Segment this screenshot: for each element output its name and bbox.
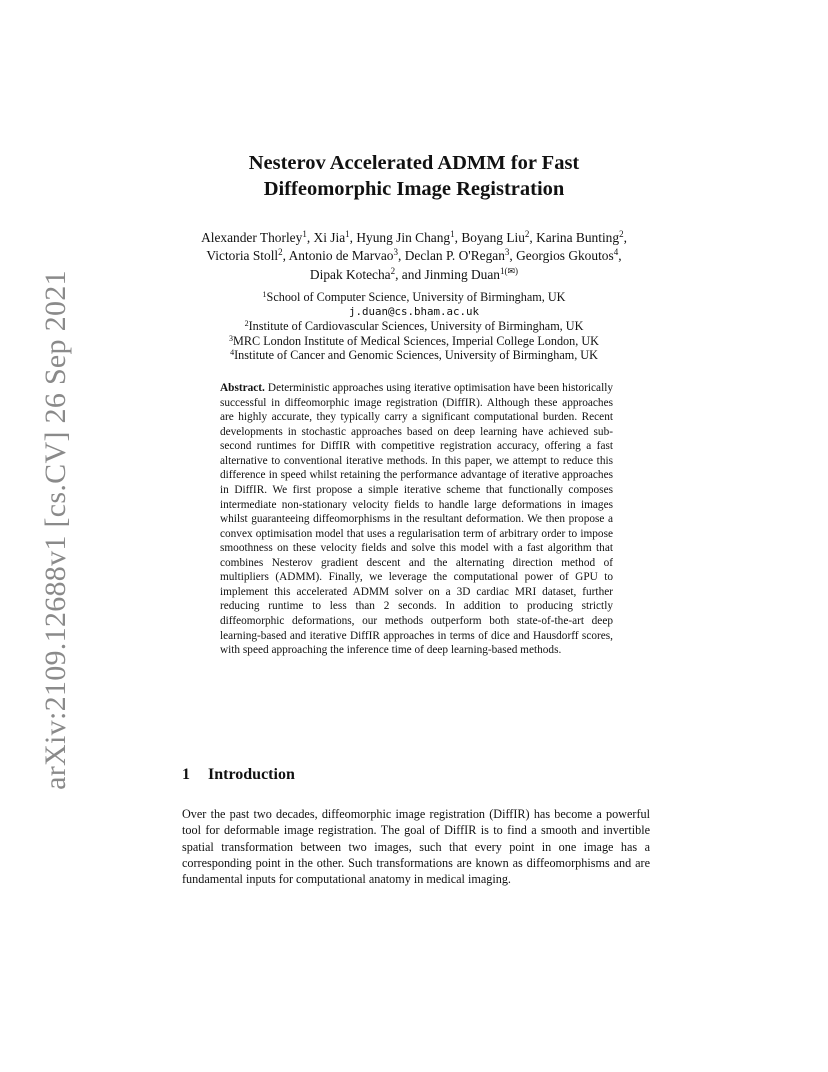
affiliation: $^1$School of Computer Science, University of Birmingham, UK — [262, 290, 566, 304]
contact-email[interactable]: j.duan@cs.bham.ac.uk — [348, 304, 479, 318]
author: Xi Jia$^1$ — [313, 229, 350, 245]
title-line-1: Nesterov Accelerated ADMM for Fast — [248, 152, 580, 174]
affiliation: $^4$Institute of Cancer and Genomic Sciences, University of Birmingham, UK — [230, 348, 598, 363]
section-title: Introduction — [208, 766, 295, 783]
affiliation-list — [150, 290, 678, 363]
paper-title — [0, 150, 828, 202]
author: Alexander Thorley$^1$ — [201, 229, 307, 245]
author: Dipak Kotecha$^2$ — [309, 265, 396, 282]
author: Georgios Gkoutos$^4$ — [516, 247, 619, 264]
affiliation: $^2$Institute of Cardiovascular Sciences, University of Birmingham, UK — [244, 319, 584, 334]
author: Declan P. O'Regan$^3$ — [404, 247, 510, 264]
author: Karina Bunting$^2$ — [536, 229, 624, 245]
author: Jinming Duan$^{1(✉)}$ — [424, 265, 519, 282]
affiliation: $^3$MRC London Institute of Medical Sciences, Imperial College London, UK — [229, 333, 599, 348]
abstract-text: Deterministic approaches using iterative optimisation have been historically successful in diffeomorphic image registration (DiffIR). Although these approaches are highly accurate, they typically carry a significant computational burden. Recent developments in stochastic approaches based on deep learning have achieved sub-second runtimes for DiffIR with competitive registration accuracy, offering a fast alternative to conventional iterative methods. In this paper, we attempt to reduce this difference in speed whilst retaining the performance advantage of iterative approaches in DiffIR. We first propose a simple iterative scheme that functionally composes intermediate non-stationary velocity fields to handle large deformations in images whilst guaranteeing diffeomorphisms in the resultant deformation. We then propose a convex optimisation model that uses a regularisation term of arbitrary order to impose smoothness on these velocity fields and solve this model with a fast algorithm that combines Nesterov gradient descent and the alternating direction method of multipliers (ADMM). Finally, we leverage the computational power of GPU to implement this accelerated ADMM solver on a 3D cardiac MRI dataset, further reducing runtime to less than 2 seconds. In addition to producing strictly diffeomorphic deformations, our methods outperform both state-of-the-art deep learning-based and iterative DiffIR approaches in terms of dice and Hausdorff scores, with speed approaching the inference time of deep learning-based methods. — [220, 382, 613, 657]
author: Victoria Stoll$^2$ — [206, 247, 283, 264]
author: Antonio de Marvao$^3$ — [288, 247, 398, 264]
introduction-paragraph: Over the past two decades, diffeomorphic image registration (DiffIR) has become a powerful tool for deformable image registration. The goal of DiffIR is to find a smooth and invertible spatial transformation between two images, such that every point in one image has a corresponding point in the other. Such transformations are known as diffeomorphisms and are fundamental inputs for computational anatomy in medical imaging. — [182, 807, 650, 887]
section-number: 1 — [182, 766, 190, 783]
section-heading — [182, 766, 295, 784]
abstract-label: Abstract. — [220, 382, 265, 394]
author-list: Alexander Thorley$^1$, Xi Jia$^1$, Hyung Jin Chang$^1$, Boyang Liu$^2$, Karina Bunting$^2$, Victoria Stoll$^2$, Antonio de Marvao$^3$, Declan P. O'Regan$^3$, Georgios Gkoutos$^4$, Dipak Kotecha$^2$, and Jinming Duan$^{1(✉)}$ — [201, 229, 627, 282]
title-line-2: Diffeomorphic Image Registration — [263, 178, 565, 200]
author: Boyang Liu$^2$ — [461, 229, 530, 245]
abstract — [220, 381, 613, 658]
arxiv-identifier: arXiv:2109.12688v1 [cs.CV] 26 Sep 2021 — [39, 270, 72, 790]
author: Hyung Jin Chang$^1$ — [356, 229, 455, 245]
